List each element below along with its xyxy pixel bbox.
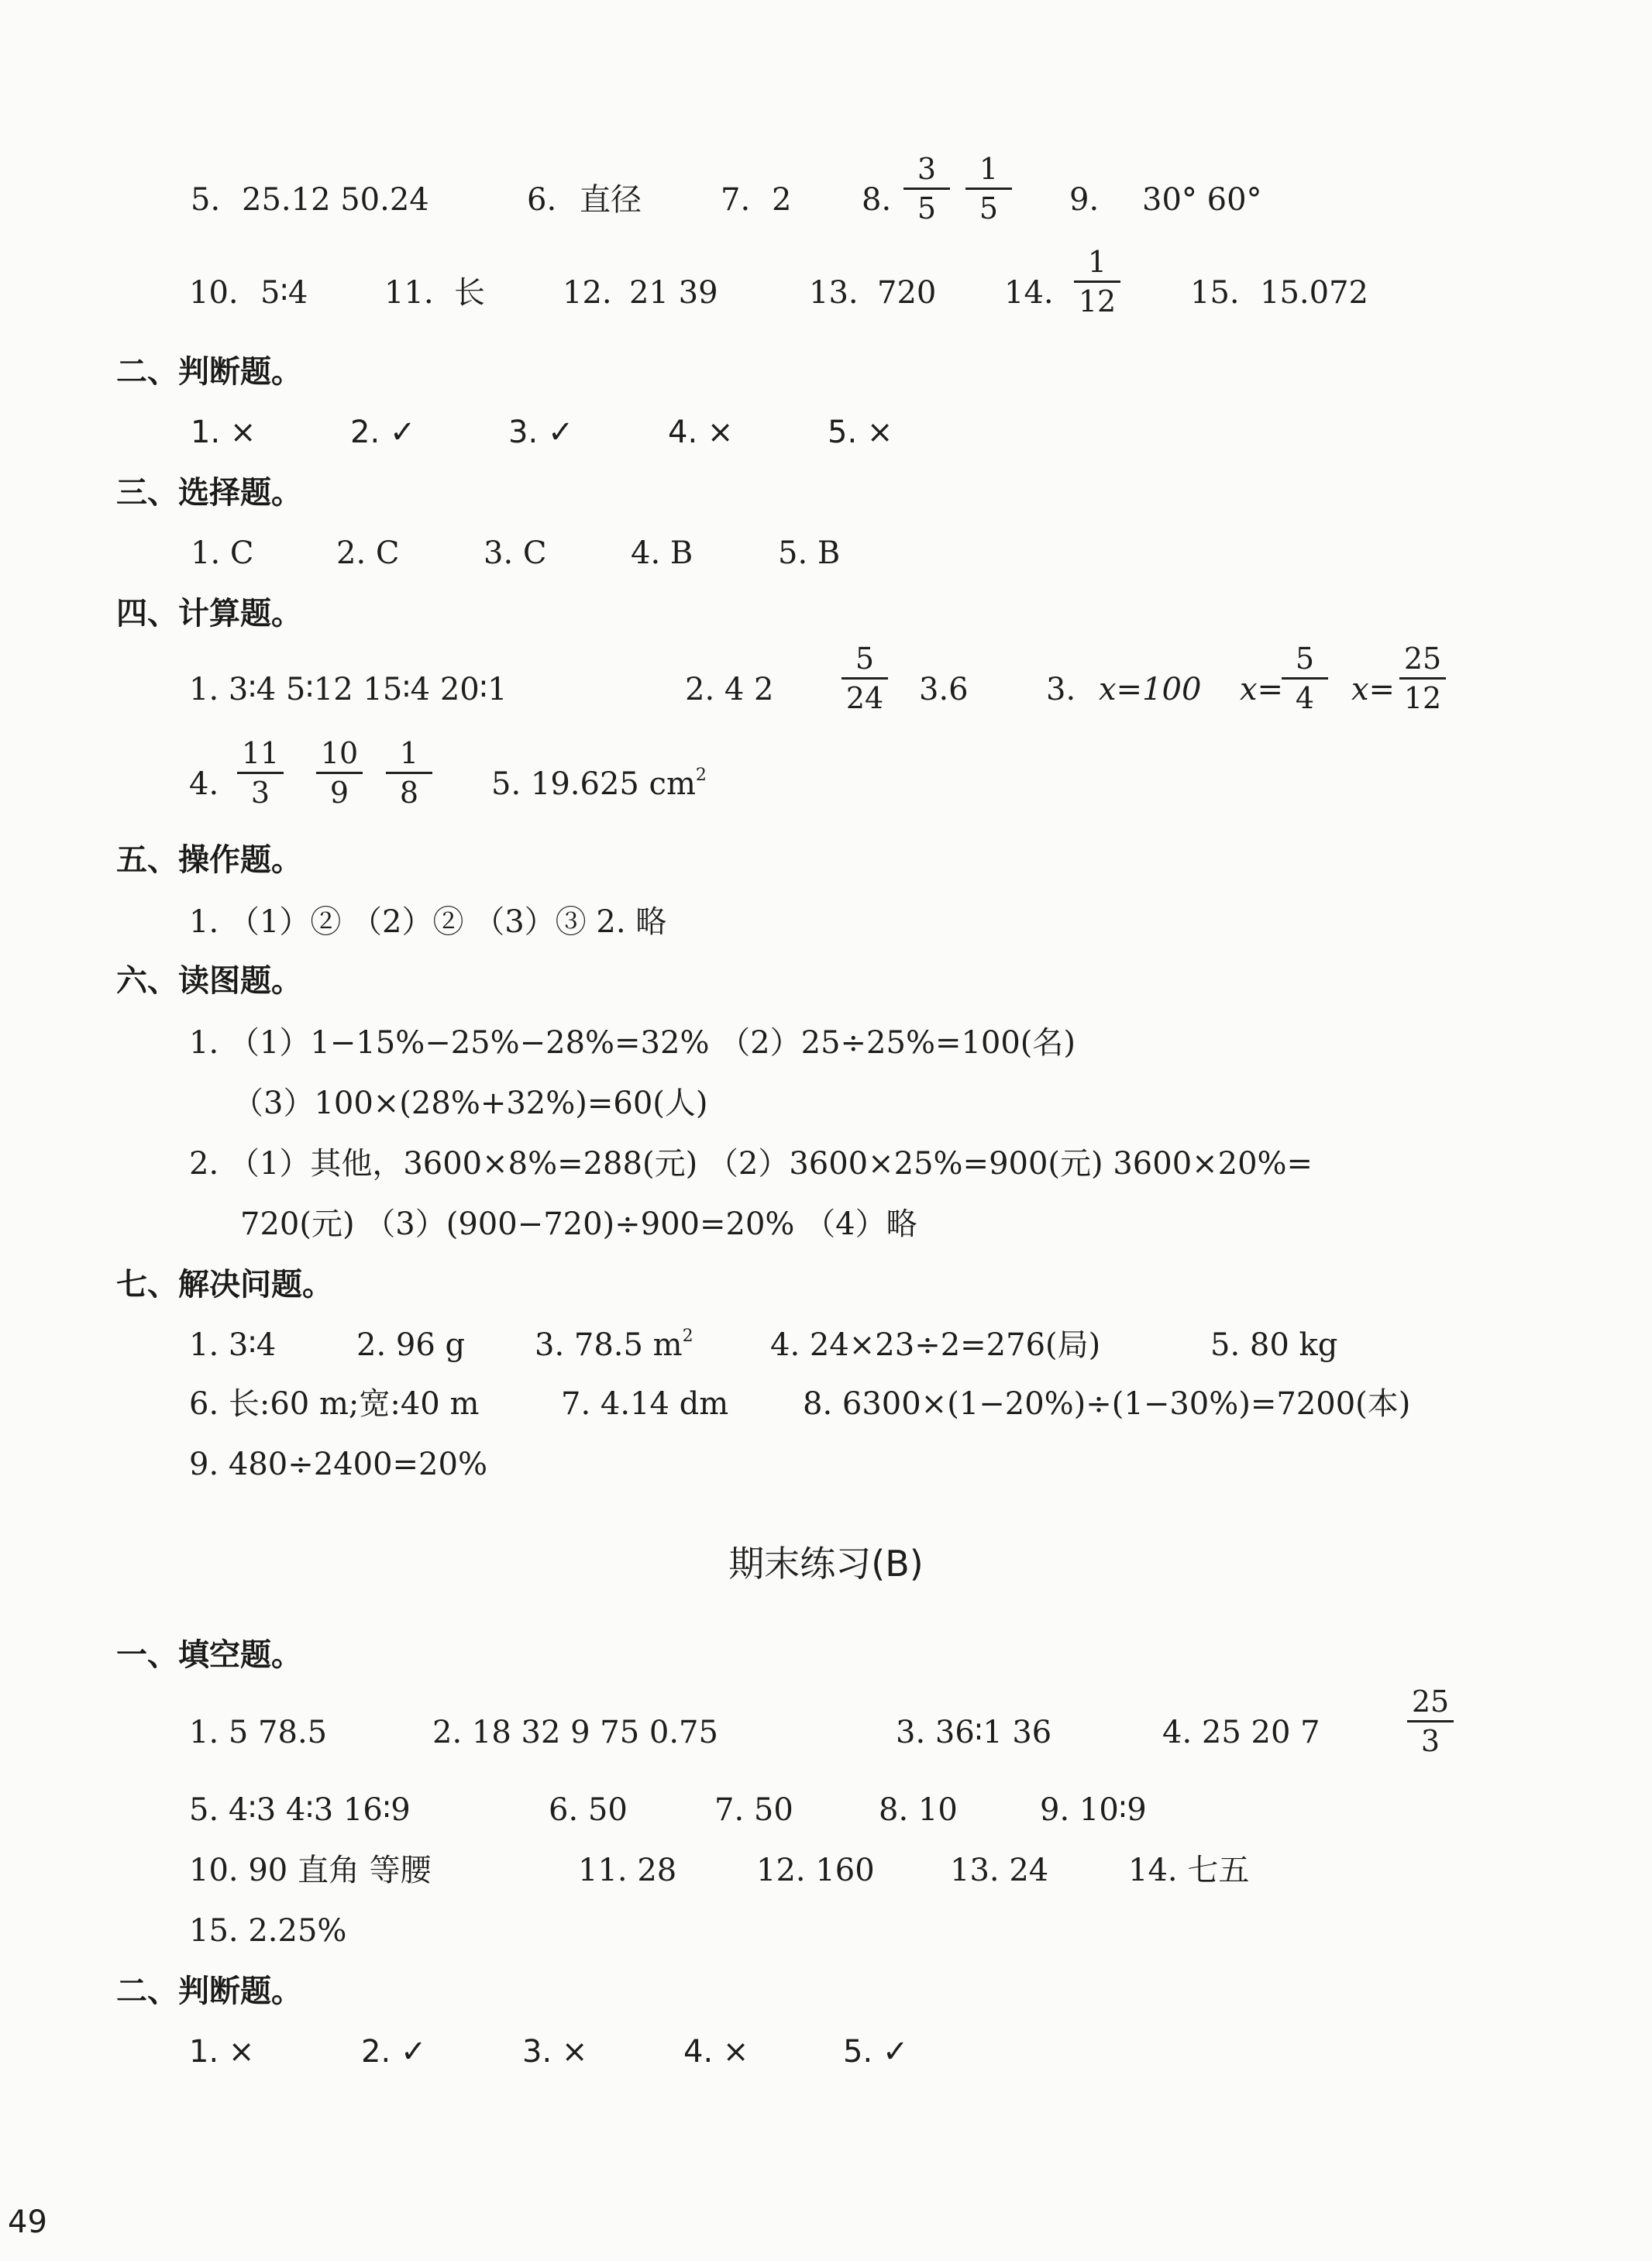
fill-item: 3. 36∶1 36: [896, 1715, 1052, 1750]
calc-q1: 1. 3∶4 5∶12 15∶4 20∶1: [189, 672, 508, 707]
judgement-item: 5. ×: [828, 415, 893, 450]
solve-item: [535, 1314, 693, 1376]
q5-answer: 25.12 50.24: [242, 182, 429, 218]
fill-line-3: [0, 1839, 1652, 1901]
q9-index: 9.: [1069, 182, 1100, 218]
reading-text: 720(元) （3）(900−720)÷900=20% （4）略: [240, 1206, 917, 1242]
q12-answer: 21 39: [629, 275, 718, 311]
q12-index: 12.: [563, 275, 612, 311]
numerator: 1: [399, 736, 419, 770]
calc-q2-tail: 3.6: [919, 672, 969, 707]
q8-index: 8.: [862, 182, 892, 218]
fill-item: 8. 10: [879, 1792, 958, 1828]
denominator: 12: [1403, 681, 1442, 715]
denominator: 3: [250, 776, 270, 810]
denominator: 8: [399, 776, 419, 810]
judgement-item: 5. ✓: [843, 2034, 909, 2070]
q15-answer: 15.072: [1260, 275, 1368, 311]
judgement-item: 1. ×: [189, 2034, 255, 2070]
choice-item: 1. C: [191, 535, 254, 571]
fraction: [386, 735, 432, 811]
calc-q5: [491, 753, 707, 815]
fraction: [1282, 640, 1328, 717]
q11-answer: 长: [454, 275, 485, 311]
fill-item: 6. 50: [549, 1792, 628, 1828]
operation-text: 1. （1）② （2）② （3）③ 2. 略: [189, 904, 667, 940]
fill-item: 11. 28: [578, 1853, 677, 1888]
superscript: 2: [682, 1327, 693, 1346]
solve-item: 9. 480÷2400=20%: [189, 1447, 487, 1482]
choice-item: 3. C: [484, 535, 547, 571]
reading-line-1: [0, 1012, 1652, 1074]
section-heading-calculation: 四、计算题。: [116, 596, 302, 631]
judgement-item: 4. ×: [668, 415, 734, 450]
fill-line-2: [0, 1779, 1652, 1841]
fraction: [1074, 243, 1120, 320]
q7-answer: 2: [772, 182, 792, 218]
reading-text: 1. （1）1−15%−25%−28%=32% （2）25÷25%=100(名): [189, 1025, 1076, 1061]
fraction: [903, 150, 950, 227]
denominator: 24: [845, 681, 884, 715]
q13-index: 13.: [809, 275, 859, 311]
denominator: 12: [1078, 284, 1117, 318]
numerator: 25: [1411, 1685, 1450, 1719]
q15-index: 15.: [1190, 275, 1240, 311]
section-heading-fill-blank: 一、填空题。: [116, 1637, 302, 1673]
judgement-item: 2. ✓: [361, 2034, 427, 2070]
section-heading-operation: 五、操作题。: [116, 842, 302, 878]
solve-item: 5. 80 kg: [1210, 1327, 1338, 1363]
judgement-answers-b: [0, 2021, 1652, 2083]
calc-q2: 2. 4 2: [685, 672, 774, 707]
fill-item: 12. 160: [756, 1853, 875, 1888]
fill-item: 15. 2.25%: [189, 1913, 347, 1949]
denominator: 4: [1295, 681, 1315, 715]
judgement-item: 4. ×: [683, 2034, 749, 2070]
calculation-line-2: [0, 736, 1652, 815]
solve-item-text: 3. 78.5 m: [535, 1327, 683, 1363]
solve-item: 4. 24×23÷2=276(局): [770, 1327, 1101, 1363]
q6-answer: 直径: [580, 182, 642, 218]
judgement-answers: [0, 401, 1652, 463]
numerator: 3: [917, 152, 937, 186]
section-heading-chart-reading: 六、读图题。: [116, 963, 302, 999]
calc-q3-index: 3.: [1046, 672, 1076, 707]
fill-line-4: [0, 1900, 1652, 1962]
q10-index: 10.: [189, 275, 239, 311]
numerator: 5: [1295, 642, 1315, 676]
q10-answer: 5∶4: [260, 275, 308, 311]
reading-line-3: [0, 1133, 1652, 1195]
choice-item: 4. B: [631, 535, 693, 571]
fill-item: 2. 18 32 9 75 0.75: [432, 1715, 718, 1750]
fill-item: 1. 5 78.5: [189, 1715, 328, 1750]
calc-q3-x1: x=100: [1099, 672, 1202, 707]
solve-item: 7. 4.14 dm: [561, 1386, 729, 1422]
calc-q5-text: 5. 19.625 cm: [491, 766, 696, 802]
calc-q3-x2: x=: [1240, 672, 1284, 707]
numerator: 5: [855, 642, 875, 676]
fraction: [965, 150, 1012, 227]
fill-item: 4. 25 20 7: [1162, 1715, 1320, 1750]
numerator: 11: [241, 736, 280, 770]
denominator: 5: [979, 191, 999, 225]
solve-item: 1. 3∶4: [189, 1327, 277, 1363]
judgement-item: 1. ×: [191, 415, 256, 450]
fraction: [316, 735, 363, 811]
numerator: 25: [1403, 642, 1442, 676]
q11-index: 11.: [384, 275, 434, 311]
fill-item: 10. 90 直角 等腰: [189, 1853, 432, 1888]
numerator: 10: [320, 736, 359, 770]
denominator: 5: [917, 191, 937, 225]
q9-answer: 30° 60°: [1142, 182, 1262, 218]
solve-item: 8. 6300×(1−20%)÷(1−30%)=7200(本): [803, 1386, 1411, 1422]
numerator: 1: [979, 152, 999, 186]
reading-text: （3）100×(28%+32%)=60(人): [232, 1086, 708, 1121]
calc-q3-x3: x=: [1351, 672, 1396, 707]
fill-item: 13. 24: [950, 1853, 1049, 1888]
solve-item: 2. 96 g: [356, 1327, 466, 1363]
solve-line-3: [0, 1433, 1652, 1495]
fraction: [1399, 640, 1446, 717]
fraction: [237, 735, 284, 811]
solve-line-2: [0, 1373, 1652, 1435]
answer-line-1: [0, 152, 1652, 231]
page-number: 49: [8, 2204, 47, 2240]
denominator: 9: [329, 776, 349, 810]
judgement-item: 3. ✓: [508, 415, 574, 450]
answer-line-2: [0, 245, 1652, 324]
fill-line-1: [0, 1685, 1652, 1764]
q5-index: 5.: [191, 182, 221, 218]
solve-line-1: [0, 1314, 1652, 1376]
superscript: 2: [695, 766, 707, 785]
fraction: [1407, 1683, 1454, 1760]
judgement-item: 2. ✓: [350, 415, 416, 450]
solve-item: 6. 长:60 m;宽:40 m: [189, 1386, 480, 1422]
calc-q4-index: 4.: [189, 766, 219, 802]
reading-line-4: [0, 1193, 1652, 1255]
section-heading-judgement: 二、判断题。: [116, 354, 302, 390]
fill-item: 14. 七五: [1128, 1853, 1250, 1888]
calculation-line-1: [0, 642, 1652, 721]
section-heading-judgement-b: 二、判断题。: [116, 1974, 302, 2009]
reading-text: 2. （1）其他，3600×8%=288(元) （2）3600×25%=900(元) 3600×20%=: [189, 1146, 1313, 1182]
fill-item: 7. 50: [714, 1792, 793, 1828]
fill-item: 5. 4∶3 4∶3 16∶9: [189, 1792, 411, 1828]
fraction: [841, 640, 888, 717]
fill-item: 9. 10∶9: [1040, 1792, 1147, 1828]
operation-answers: [0, 891, 1652, 953]
reading-line-2: [0, 1072, 1652, 1134]
choice-item: 2. C: [336, 535, 400, 571]
section-heading-choice: 三、选择题。: [116, 475, 302, 511]
judgement-item: 3. ×: [522, 2034, 588, 2070]
section-title: 期末练习(B): [728, 1543, 924, 1585]
choice-answers: [0, 522, 1652, 584]
numerator: 1: [1087, 245, 1107, 279]
section-heading-problem-solving: 七、解决问题。: [116, 1267, 333, 1303]
choice-item: 5. B: [778, 535, 841, 571]
q7-index: 7.: [721, 182, 751, 218]
q13-answer: 720: [877, 275, 937, 311]
q6-index: 6.: [527, 182, 557, 218]
denominator: 3: [1420, 1724, 1440, 1758]
q14-index: 14.: [1004, 275, 1054, 311]
